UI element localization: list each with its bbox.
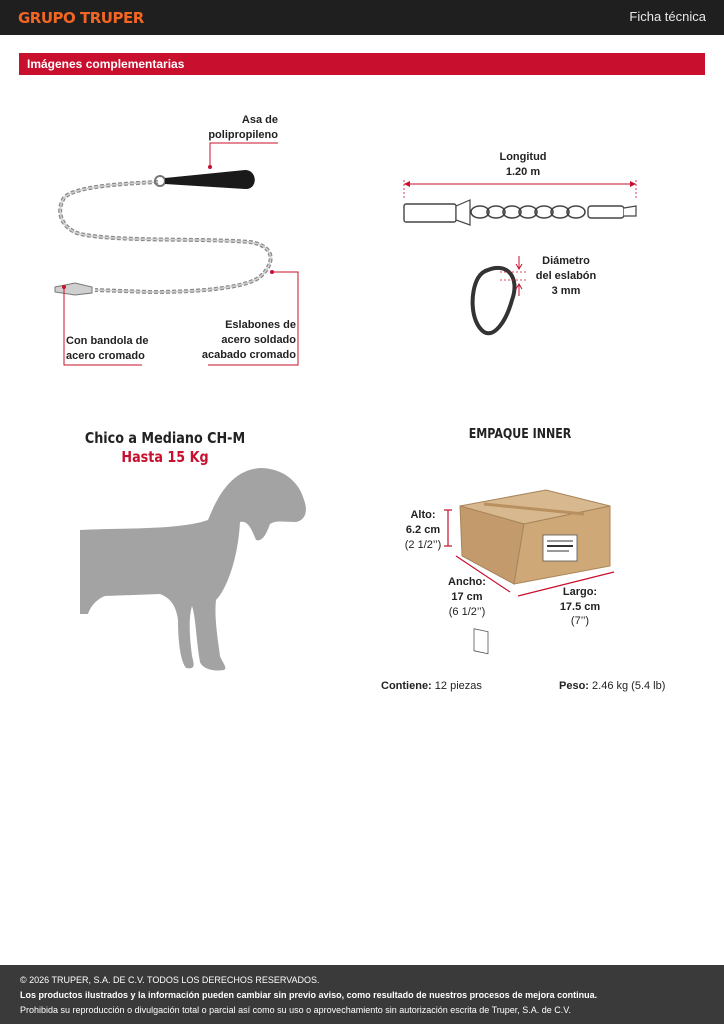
- package-title: EMPAQUE INNER: [468, 427, 572, 442]
- contents-info: [381, 679, 501, 694]
- footer-bar: [0, 965, 724, 1024]
- alto-inches: (2 1/2’’): [404, 539, 442, 551]
- clasp-callout-line-2: acero cromado: [66, 350, 145, 362]
- clasp-callout-line-1: Con bandola de: [66, 335, 149, 347]
- ancho-label: Ancho:: [448, 576, 486, 588]
- alto-label: Alto:: [410, 509, 436, 521]
- weight-label: Peso:: [559, 680, 589, 692]
- largo-value: 17.5 cm: [559, 601, 601, 613]
- ancho-value: 17 cm: [451, 591, 483, 603]
- links-callout-line-2: acero soldado: [221, 334, 296, 346]
- document-type-label: Ficha técnica: [629, 9, 706, 24]
- alto-value: 6.2 cm: [405, 524, 441, 536]
- footer-copyright: © 2026 TRUPER, S.A. DE C.V. TODOS LOS DERECHOS RESERVADOS.: [20, 975, 320, 985]
- section-title: Imágenes complementarias: [27, 57, 185, 71]
- brand-logo: GRUPO TRUPER: [18, 9, 144, 27]
- weight-info: [559, 679, 699, 694]
- ancho-inches: (6 1/2’’): [448, 606, 486, 618]
- contents-label: Contiene:: [381, 680, 432, 692]
- links-callout-line-3: acabado cromado: [201, 349, 296, 361]
- length-label: Longitud: [499, 151, 547, 163]
- contents-value: 12 piezas: [434, 680, 482, 692]
- length-value: 1.20 m: [505, 166, 541, 178]
- dog-size-label: Chico a Mediano CH-M: [84, 429, 246, 447]
- footer-notice: Los productos ilustrados y la información pueden cambiar sin previo aviso, como resultado de nuestros procesos de mejora continua.: [20, 990, 598, 1000]
- weight-value: 2.46 kg (5.4 lb): [592, 680, 666, 692]
- handle-callout-line-2: polipropileno: [208, 129, 278, 141]
- diameter-label-2: del eslabón: [535, 270, 597, 282]
- diameter-value: 3 mm: [551, 285, 581, 297]
- largo-label: Largo:: [562, 586, 598, 598]
- dog-weight-label: Hasta 15 Kg: [121, 448, 209, 466]
- handle-callout-line-1: Asa de: [241, 114, 278, 126]
- box-label: [543, 535, 577, 561]
- links-callout-line-1: Eslabones de: [225, 319, 296, 331]
- largo-inches: (7’’): [570, 615, 590, 627]
- footer-prohibition: Prohibida su reproducción o divulgación total o parcial así como su uso o aprovechamiento sin autorización escrita de Truper, S.A. de C.V.: [20, 1005, 571, 1015]
- diameter-label-1: Diámetro: [542, 255, 590, 267]
